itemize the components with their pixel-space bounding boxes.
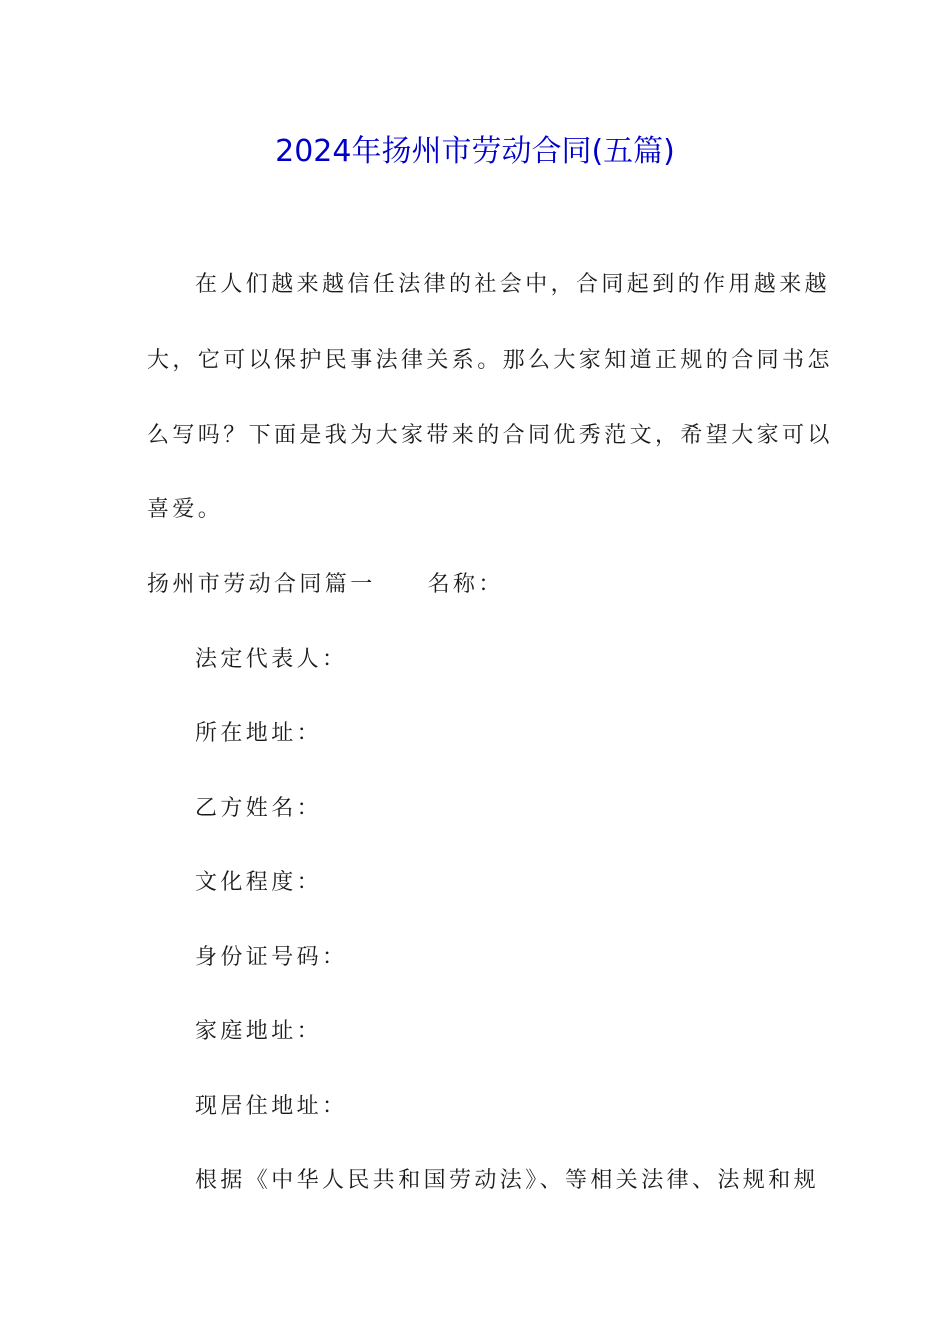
- field-education: 文化程度：: [195, 870, 323, 895]
- field-address: 所在地址：: [195, 721, 323, 746]
- field-legal-representative: 法定代表人：: [195, 647, 348, 672]
- field-home-address: 家庭地址：: [195, 1019, 323, 1044]
- field-current-address: 现居住地址：: [195, 1094, 348, 1119]
- section-heading: [147, 572, 504, 598]
- intro-line-4: 喜爱。: [147, 497, 224, 522]
- name-field-label: 名称：: [427, 572, 504, 597]
- legal-basis-line: 根据《中华人民共和国劳动法》、等相关法律、法规和规: [195, 1168, 820, 1193]
- intro-line-2: 大，它可以保护民事法律关系。那么大家知道正规的合同书怎: [147, 348, 833, 373]
- intro-line-1: 在人们越来越信任法律的社会中，合同起到的作用越来越: [195, 272, 831, 297]
- intro-line-3: 么写吗？下面是我为大家带来的合同优秀范文，希望大家可以: [147, 423, 833, 448]
- section-heading-title: 扬州市劳动合同篇一: [147, 572, 376, 597]
- field-party-b-name: 乙方姓名：: [195, 796, 323, 821]
- field-id-number: 身份证号码：: [195, 945, 348, 970]
- document-title: 2024年扬州市劳动合同(五篇): [275, 134, 675, 169]
